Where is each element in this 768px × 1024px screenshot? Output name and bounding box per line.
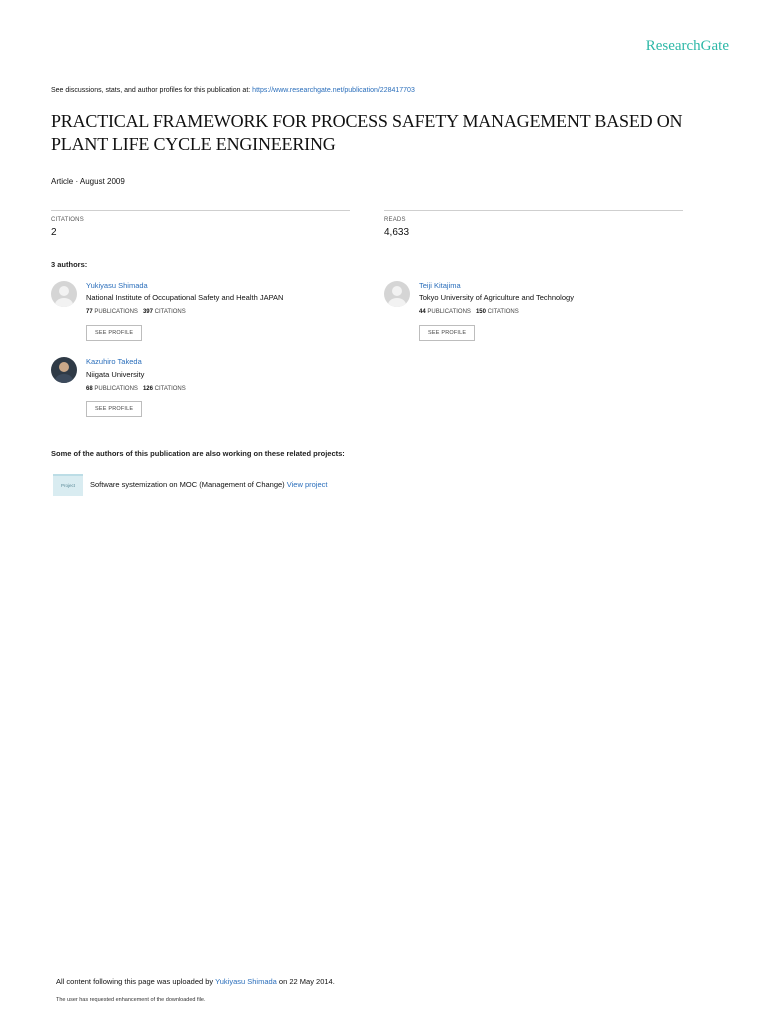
publications-label: PUBLICATIONS (94, 309, 138, 315)
citations-label: CITATIONS (154, 386, 186, 392)
upload-note (56, 977, 335, 986)
researchgate-logo[interactable]: ResearchGate (645, 38, 729, 54)
publications-count: 77 (86, 309, 93, 315)
citations-divider (51, 210, 350, 211)
citations-label: CITATIONS (154, 309, 186, 315)
publications-count: 44 (419, 309, 426, 315)
discussions-line (51, 87, 415, 94)
project-title: Software systemization on MOC (Management of Change) (90, 480, 287, 489)
citations-count: 126 (142, 386, 153, 392)
upload-prefix: All content following this page was uploaded by (56, 977, 216, 986)
publications-label: PUBLICATIONS (427, 309, 471, 315)
view-project-link[interactable]: View project (286, 480, 328, 489)
discussions-text: See discussions, stats, and author profiles for this publication at: (51, 87, 253, 94)
author-name-link[interactable]: Kazuhiro Takeda (86, 357, 142, 366)
publication-url-link[interactable]: https://www.researchgate.net/publication/228417703 (252, 87, 415, 94)
author-avatar-1[interactable] (51, 281, 77, 307)
article-meta: Article · August 2009 (51, 177, 125, 186)
author-name-link[interactable]: Yukiyasu Shimada (86, 281, 148, 290)
author-avatar-3[interactable] (51, 357, 77, 383)
authors-count-label: 3 authors: (51, 260, 88, 269)
author-stats (419, 309, 519, 315)
author-name-link[interactable]: Teiji Kitajima (419, 281, 461, 290)
see-profile-button[interactable]: SEE PROFILE (86, 325, 142, 341)
project-folder-icon (53, 474, 83, 496)
enhancement-note: The user has requested enhancement of the downloaded file. (56, 997, 206, 1003)
title-line-1: PRACTICAL FRAMEWORK FOR PROCESS SAFETY MANAGEMENT BASED ON (51, 111, 683, 131)
title-line-2: PLANT LIFE CYCLE ENGINEERING (51, 134, 336, 154)
reads-divider (384, 210, 683, 211)
project-icon-label: Project (60, 483, 75, 488)
citations-value: 2 (51, 227, 57, 238)
reads-label: READS (384, 217, 406, 223)
project-item (90, 480, 327, 489)
author-affiliation: National Institute of Occupational Safety and Health JAPAN (86, 293, 284, 302)
see-profile-button[interactable]: SEE PROFILE (419, 325, 475, 341)
author-stats (86, 386, 186, 392)
publication-title (51, 110, 731, 156)
upload-suffix: on 22 May 2014. (276, 977, 335, 986)
citations-label: CITATIONS (487, 309, 519, 315)
author-avatar-2[interactable] (384, 281, 410, 307)
citations-count: 150 (475, 309, 486, 315)
author-affiliation: Tokyo University of Agriculture and Technology (419, 293, 574, 302)
publications-count: 68 (86, 386, 93, 392)
citations-label: CITATIONS (51, 217, 84, 223)
see-profile-button[interactable]: SEE PROFILE (86, 401, 142, 417)
author-stats (86, 309, 186, 315)
citations-count: 397 (142, 309, 153, 315)
author-affiliation: Niigata University (86, 370, 145, 379)
reads-value: 4,633 (384, 227, 410, 238)
related-projects-label: Some of the authors of this publication are also working on these related projects: (51, 449, 345, 458)
uploader-link[interactable]: Yukiyasu Shimada (215, 977, 277, 986)
publications-label: PUBLICATIONS (94, 386, 138, 392)
